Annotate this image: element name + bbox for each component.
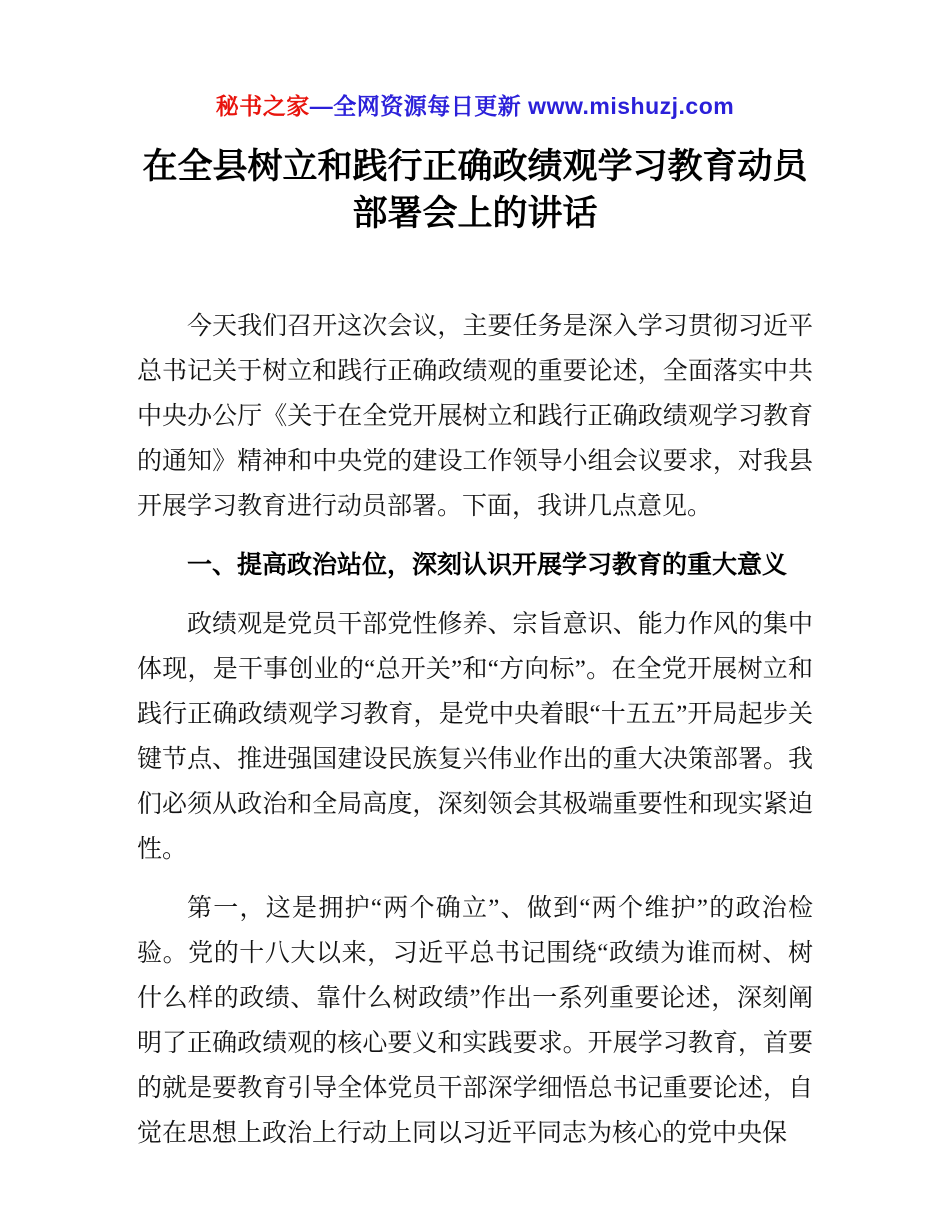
body-paragraph: 政绩观是党员干部党性修养、宗旨意识、能力作风的集中体现，是干事创业的“总开关”和“方向标”。在全党开展树立和践行正确政绩观学习教育，是党中央着眼“十五五”开局起步关键节点、推进强国建设民族复兴伟业作出的重大决策部署。我们必须从政治和全局高度，深刻领会其极端重要性和现实紧迫性。 (137, 610, 813, 863)
section-heading: 一、提高政治站位，深刻认识开展学习教育的重大意义 (187, 551, 788, 579)
document-body (137, 304, 813, 1156)
body-paragraph: 第一，这是拥护“两个确立”、做到“两个维护”的政治检验。党的十八大以来，习近平总书记围绕“政绩为谁而树、树什么样的政绩、靠什么树政绩”作出一系列重要论述，深刻阐明了正确政绩观的核心要义和实践要求。开展学习教育，首要的就是要教育引导全体党员干部深学细悟总书记重要论述，自觉在思想上政治上行动上同以习近平同志为核心的党中央保 (137, 894, 813, 1147)
site-brand-text: 秘书之家 (215, 93, 310, 119)
site-header (137, 88, 813, 121)
body-paragraph: 今天我们召开这次会议，主要任务是深入学习贯彻习近平总书记关于树立和践行正确政绩观的重要论述，全面落实中共中央办公厅《关于在全党开展树立和践行正确政绩观学习教育的通知》精神和中央党的建设工作领导小组会议要求，对我县开展学习教育进行动员部署。下面，我讲几点意见。 (137, 312, 813, 520)
site-tagline-link[interactable]: —全网资源每日更新 www.mishuzj.com (309, 93, 735, 119)
document-title: 在全县树立和践行正确政绩观学习教育动员部署会上的讲话 (142, 147, 808, 234)
